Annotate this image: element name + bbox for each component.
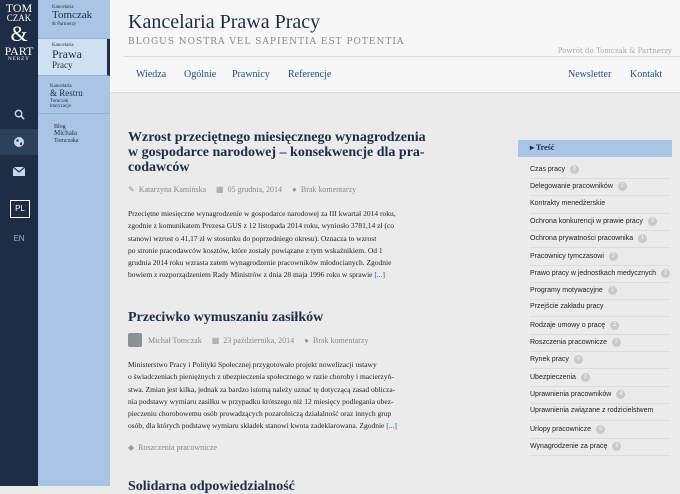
post-excerpt [128,359,480,433]
search-icon[interactable] [0,101,38,127]
tab-label: Blog [54,124,66,130]
nav-referencje[interactable]: Referencje [288,69,332,80]
tab-label: Pracy [52,59,73,70]
tag-link[interactable] [530,303,604,310]
post-title-line: w gospodarce narodowej – konsekwencje dla pra- [128,145,425,160]
excerpt-line: Przeciętne miesięczne wynagrodzenie w gospodarce narodowej za III kwartał 2014 roku, [128,209,396,218]
post-title-line: Wzrost przeciętnego miesięcznego wynagrodzenia [128,130,426,145]
excerpt-line: Ministerstwo Pracy i Polityki Społecznej przygotowało projekt nowelizacji ustawy [128,360,377,369]
tag-count-badge: 6 [596,425,605,434]
tab-label: Michała [54,129,77,138]
tag-label: Prawo pracy w jednostkach medycznych [530,269,657,277]
tab-tomczak-partnerzy[interactable] [38,0,110,39]
tag-divider [530,213,670,214]
tag-divider [530,455,670,456]
tag-label: Ochrona prywatności pracownika [530,235,634,243]
back-to-tomczak-link[interactable]: Powrót do Tomczak & Partnerzy [557,47,672,55]
nav-kontakt[interactable]: Kontakt [630,69,663,80]
tag-label: Wynagrodzenie za pracę [530,442,608,450]
left-sidebar [0,0,38,486]
tag-divider [530,299,670,300]
tag-count-badge: 2 [612,338,621,347]
tag-label: Kontrakty menedżerskie [530,199,606,207]
tag-divider [530,403,670,404]
excerpt-line: stanowi wzrost o 41,17 zł w stosunku do poprzedniego okresu). Oznacza to wzrost [128,233,377,243]
tag-divider [530,368,670,369]
tag-label: Czas pracy [530,166,566,173]
post-meta [128,333,368,347]
tag-divider [530,334,670,335]
tag-link[interactable] [530,442,621,451]
tag-divider [530,386,670,387]
tag-count-badge: 4 [616,390,625,399]
tag-link[interactable] [530,390,625,399]
comment-icon: ● [292,185,297,194]
tag-link[interactable] [530,269,670,278]
author-avatar [128,333,142,347]
category-link[interactable]: Roszczenia pracownicze [138,443,217,452]
tag-link[interactable] [530,217,657,226]
nav-ogolnie[interactable]: Ogólnie [184,69,217,80]
tab-prawa-pracy[interactable] [38,39,110,76]
tag-label: Uprawnienia pracowników [530,390,612,398]
site-header [110,0,680,93]
tag-count-badge: 2 [661,269,670,278]
excerpt-line: stwa. Zmian jest kilka, jednak za bardzo istotną należy uznać tę dotyczącą zasad oblicza- [128,384,396,394]
tag-count-badge: 2 [610,321,619,330]
tag-divider [530,420,670,421]
post-excerpt [128,208,480,282]
post-title-line: codawców [128,160,190,175]
tag-count-badge: 1 [638,234,647,243]
widget-title-text: Treść [535,143,555,152]
tag-link[interactable] [530,321,619,330]
logo-ampersand: & [10,21,28,46]
tab-label: Kancelaria [52,43,74,48]
tab-label: Kancelaria [52,5,74,10]
tag-count-badge: 9 [612,442,621,451]
widget-header [518,140,672,157]
excerpt-line: bowiem z rozporządzeniem Rady Ministrów z dnia 28 maja 1996 roku w sprawie [128,270,373,280]
tag-label: Pracownicy tymczasowi [530,252,604,260]
nav-divider [124,56,680,57]
tag-divider [530,230,670,231]
tab-label: & Restru [50,88,83,99]
logo-line-3: PART [4,44,34,58]
tab-label: Prawa [52,47,82,62]
logo-line-4: NERZY [8,57,30,62]
post-date: 05 grudnia, 2014 [227,185,283,194]
calendar-icon: ▦ [211,335,220,345]
tag-link[interactable] [530,234,647,243]
pencil-icon: ✎ [128,185,135,194]
excerpt-line: o świadczeniach pieniężnych z ubezpieczenia społecznego w razie choroby i macierzyń- [128,372,394,382]
tag-link[interactable] [530,286,617,295]
tag-link[interactable] [530,182,627,191]
nav-wiedza[interactable]: Wiedza [136,69,167,80]
tag-divider [530,195,670,196]
site-subtitle: BLOGUS NOSTRA VEL SAPIENTIA EST POTENTIA [128,37,405,47]
tab-restrukturyzacje[interactable] [38,76,110,114]
excerpt-line: pieczeniu chorobowemu osób prowadzących pozarolniczą działalność oraz innych grup [128,409,392,419]
widget-title: ▸ Treść [530,143,555,152]
post-date: 23 października, 2014 [223,335,295,345]
read-more-link[interactable]: [...] [374,270,386,280]
tag-count-badge: 2 [618,182,627,191]
tag-link[interactable] [530,252,618,261]
tag-label: Rynek pracy [530,356,569,364]
tag-label: Przejście zakładu pracy [530,303,604,311]
tab-label: Tomczaka [54,137,79,144]
tag-label: Ubezpieczenia [530,373,576,381]
post-author[interactable]: Katarzyna Kamińska [138,185,207,194]
tag-link[interactable] [530,407,653,414]
excerpt-line: osób, dla których podstawę wymiaru składek stanowi kwota zadeklarowana. Zgodnie [128,421,385,431]
tag-divider [530,178,670,179]
post-title-line: Solidarna odpowiedzialność [128,479,295,494]
tab-label: Tomczak [50,98,69,104]
tag-label: Uprawnienia związane z rodzicielstwem [530,407,654,415]
tag-divider [530,247,670,248]
tab-label: kturyzacje [50,103,71,109]
site-title[interactable]: Kancelaria Prawa Pracy [128,11,321,33]
tag-divider [530,351,670,352]
tag-count-badge: 8 [570,165,579,174]
tag-label: Roszczenia pracownicze [530,339,608,346]
tab-blog[interactable] [38,114,110,154]
tag-label: Programy motywacyjne [530,287,603,295]
tag-label: Delegowanie pracowników [530,183,613,191]
comment-icon: ● [304,335,309,345]
tag-label: Urlopy pracownicze [530,425,592,433]
read-more-link[interactable]: [...] [386,421,397,431]
post-title[interactable] [128,130,426,175]
tag-divider [530,438,670,439]
tag-link[interactable] [530,373,590,382]
post-title[interactable] [128,310,323,325]
tag-count-badge: 4 [574,355,583,364]
lang-en-button[interactable]: EN [13,234,25,243]
excerpt-line: grudnia 2014 roku wzrasta zatem wynagrodzenie pracowników młodocianych. Zgodnie [128,258,392,268]
nav-newsletter[interactable]: Newsletter [568,69,612,80]
brand-tabs [38,0,110,486]
calendar-icon: ▦ [216,185,224,194]
tag-link[interactable] [530,425,605,434]
firm-logo[interactable] [3,2,35,62]
main-content [110,93,680,494]
logo-line-1: TOM [5,1,33,15]
excerpt-line: zgodnie z komunikatem Prezesa GUS z 12 listopada 2014 roku, wyniosło 3781,14 zł (co [128,221,394,231]
globe-icon[interactable] [0,129,38,155]
tab-label: Kancelaria [50,84,72,89]
post-category [128,443,217,452]
tag-link[interactable] [530,355,583,364]
tag-label: Ochrona konkurencji w prawie pracy [530,217,643,225]
tab-label: Tomczak [52,9,93,22]
envelope-icon[interactable] [0,158,38,184]
tag-link[interactable] [530,165,579,174]
tag-label: Rodzaje umowy o pracę [530,321,606,329]
post-title[interactable] [128,479,295,494]
tag-divider [530,282,670,283]
tag-count-badge: 2 [581,373,590,382]
tag-divider [530,316,670,317]
post-meta [128,185,356,194]
post-comments-link[interactable]: Brak komentarzy [300,185,357,194]
lang-pl-button[interactable]: PL [10,200,30,218]
excerpt-line: po stronie pracodawców kosztów, które zostały powiązane z tym wskaźnikiem. Od 1 [128,245,383,255]
tag-link[interactable] [530,338,621,347]
post-author[interactable]: Michał Tomczak [148,335,202,345]
logo-line-2: CZAK [6,13,32,23]
tag-link[interactable] [530,200,605,207]
tab-label: & Partnerzy [52,21,77,27]
tag-icon: ◆ [128,443,135,452]
nav-prawnicy[interactable]: Prawnicy [232,69,270,80]
post-title-line: Przeciwko wymuszaniu zasiłków [128,310,324,325]
tag-count-badge: 1 [608,286,617,295]
tag-divider [530,265,670,266]
tag-count-badge: 2 [609,252,618,261]
tag-count-badge: 3 [648,217,657,226]
post-comments-link[interactable]: Brak komentarzy [313,335,369,345]
excerpt-line: nia podstawy wymiaru zasiłku w przypadku krótszego niż 12 miesięcy podlegania ubez- [128,396,394,406]
